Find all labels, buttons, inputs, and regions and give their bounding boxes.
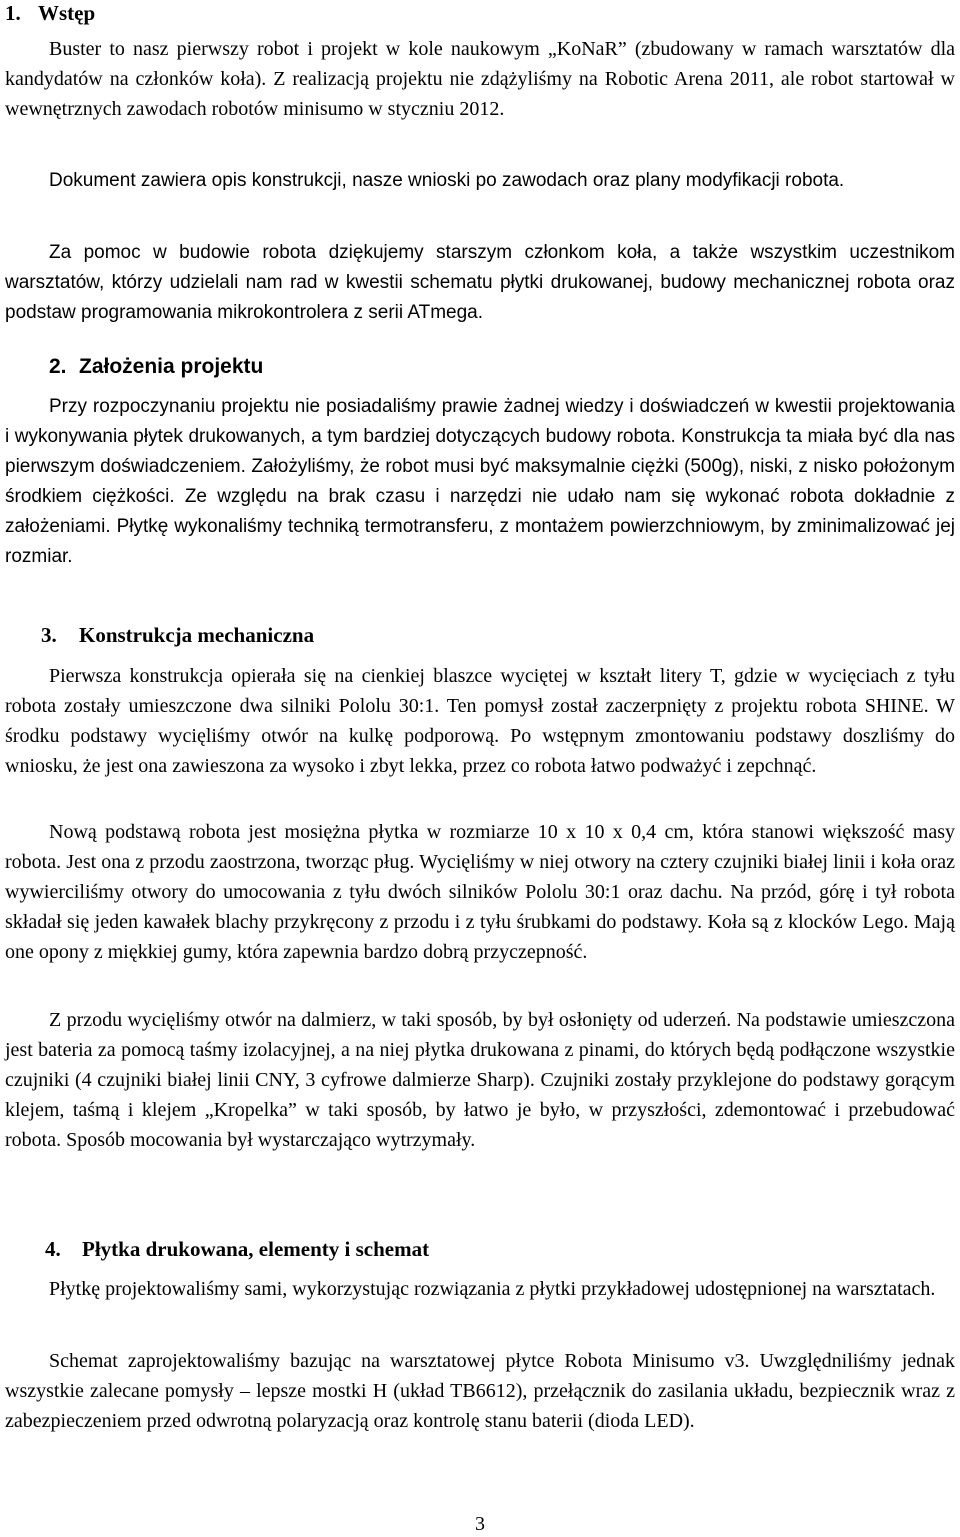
section-number: 4.: [45, 1237, 61, 1261]
paragraph: Płytkę projektowaliśmy sami, wykorzystując rozwiązania z płytki przykładowej udostępnionej na warsztatach.: [49, 1278, 936, 1300]
section-title: Założenia projektu: [79, 355, 264, 378]
section-title: Konstrukcja mechaniczna: [79, 623, 315, 647]
paragraph: Dokument zawiera opis konstrukcji, nasze wnioski po zawodach oraz plany modyfikacji robota.: [49, 170, 845, 191]
section-heading: [5, 0, 95, 26]
section-heading: [45, 1236, 429, 1262]
paragraph: Przy rozpoczynaniu projektu nie posiadaliśmy prawie żadnej wiedzy i doświadczeń w kwestii projektowania i wykonywania płytek drukowanych, a tym bardziej dotyczących budowy robota. Konstrukcja ta miała być dla nas pierwszym doświadczeniem. Założyliśmy, że robot musi być maksymalnie ciężki (500g), niski, z nisko położonym środkiem ciężkości. Ze względu na brak czasu i narzędzi nie udało nam się wykonać robota dokładnie z założeniami. Płytkę wykonaliśmy techniką termotransferu, z montażem powierzchniowym, by zminimalizować jej rozmiar.: [5, 396, 955, 567]
section-number: 1.: [5, 1, 21, 25]
paragraph: Nową podstawą robota jest mosiężna płytka w rozmiarze 10 x 10 x 0,4 cm, która stanowi większość masy robota. Jest ona z przodu zaostrzona, tworząc pług. Wycięliśmy w niej otwory na cztery czujniki białej linii i koła oraz wywierciliśmy otwory do umocowania z tyłu dwóch silników Pololu 30:1 oraz dachu. Na przód, górę i tył robota składał się jeden kawałek blachy przykręcony z przodu i z tyłu śrubkami do podstawy. Koła są z klocków Lego. Mają one opony z miękkiej gumy, która zapewnia bardzo dobrą przyczepność.: [5, 821, 955, 963]
paragraph: Pierwsza konstrukcja opierała się na cienkiej blaszce wyciętej w kształt litery T, gdzie w wycięciach z tyłu robota zostały umieszczone dwa silniki Pololu 30:1. Ten pomysł został zaczerpnięty z projektu robota SHINE. W środku podstawy wycięliśmy otwór na kulkę podporową. Po wstępnym zmontowaniu podstawy doszliśmy do wniosku, że jest ona zawieszona za wysoko i zbyt lekka, przez co robota łatwo podważyć i zepchnąć.: [5, 665, 955, 777]
paragraph: Za pomoc w budowie robota dziękujemy starszym członkom koła, a także wszystkim uczestnikom warsztatów, którzy udzielali nam rad w kwestii schematu płytki drukowanej, budowy mechanicznej robota oraz podstaw programowania mikrokontrolera z serii ATmega.: [5, 242, 955, 323]
page-number: 3: [475, 1513, 485, 1535]
section-heading: [41, 622, 314, 648]
paragraph: Schemat zaprojektowaliśmy bazując na warsztatowej płytce Robota Minisumo v3. Uwzględniliśmy jednak wszystkie zalecane pomysły – lepsze mostki H (układ TB6612), przełącznik do zasilania układu, bezpiecznik wraz z zabezpieczeniem przed odwrotną polaryzacją oraz kontrolę stanu baterii (dioda LED).: [5, 1350, 955, 1432]
paragraph: Buster to nasz pierwszy robot i projekt w kole naukowym „KoNaR” (zbudowany w ramach warsztatów dla kandydatów na członków koła). Z realizacją projektu nie zdążyliśmy na Robotic Arena 2011, ale robot startował w wewnętrznych zawodach robotów minisumo w styczniu 2012.: [5, 38, 955, 120]
section-number: 3.: [41, 623, 57, 647]
section-title: Płytka drukowana, elementy i schemat: [82, 1237, 430, 1261]
section-title: Wstęp: [38, 1, 96, 25]
section-heading: [49, 354, 263, 380]
paragraph: Z przodu wycięliśmy otwór na dalmierz, w taki sposób, by był osłonięty od uderzeń. Na podstawie umieszczona jest bateria za pomocą taśmy izolacyjnej, a na niej płytka drukowana z pinami, do których będą podłączone wszystkie czujniki (4 czujniki białej linii CNY, 3 cyfrowe dalmierze Sharp). Czujniki zostały przyklejone do podstawy gorącym klejem, taśmą i klejem „Kropelka” w taki sposób, by łatwo je było, w przyszłości, zdemontować i przebudować robota. Sposób mocowania był wystarczająco wytrzymały.: [5, 1009, 955, 1151]
section-number: 2.: [49, 355, 67, 378]
